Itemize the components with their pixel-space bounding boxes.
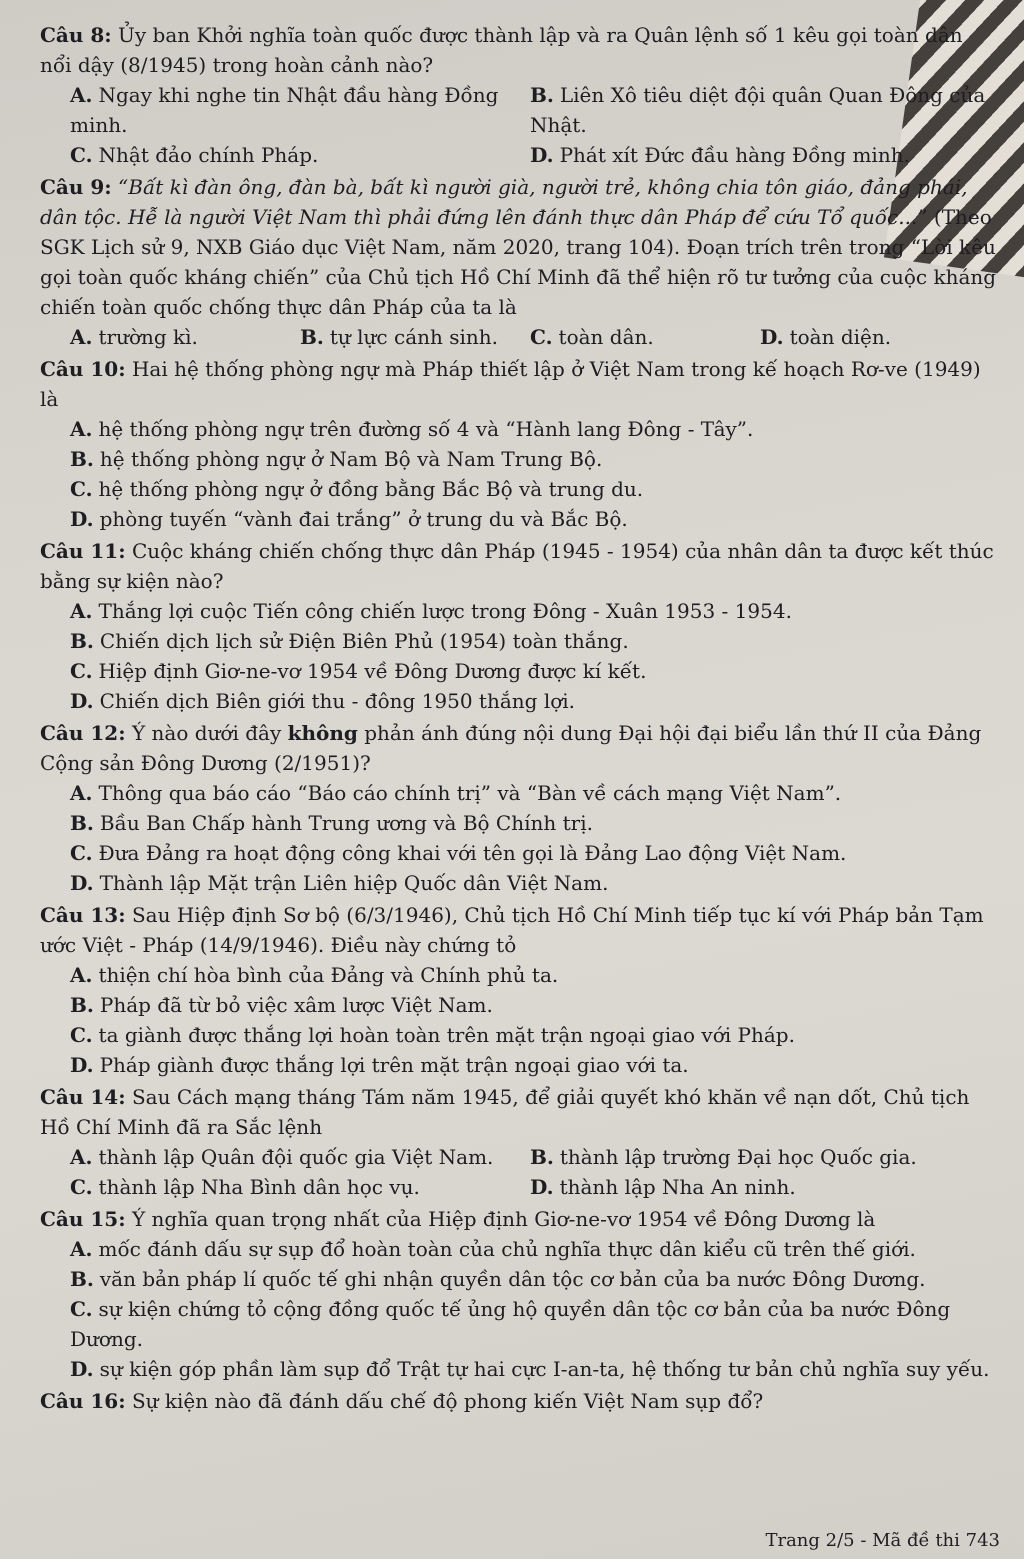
question-text: Hai hệ thống phòng ngự mà Pháp thiết lập ở Việt Nam trong kế hoạch Rơ-ve (1949) là: [40, 357, 981, 411]
question-text: (Theo SGK Lịch sử 9, NXB Giáo dục Việt Nam, năm 2020, trang 104). Đoạn trích trên trong “Lời kêu gọi toàn quốc kháng chiến” của Chủ tịch Hồ Chí Minh đã thể hiện rõ tư tưởng của cuộc kháng chiến toàn quốc chống thực dân Pháp của ta là: [40, 205, 997, 319]
options: [70, 80, 1000, 170]
option-a: A. Thông qua báo cáo “Báo cáo chính trị” và “Bàn về cách mạng Việt Nam”.: [70, 781, 842, 805]
option-c: C. ta giành được thắng lợi hoàn toàn trên mặt trận ngoại giao với Pháp.: [70, 1023, 795, 1047]
question-10: [40, 354, 1000, 534]
question-text-before: Ý nào dưới đây: [131, 721, 282, 745]
option-c: C. toàn dân.: [530, 325, 654, 349]
option-b: B. thành lập trường Đại học Quốc gia.: [530, 1145, 917, 1169]
question-text: Cuộc kháng chiến chống thực dân Pháp (1945 - 1954) của nhân dân ta được kết thúc bằng sự kiện nào?: [40, 539, 994, 593]
option-b: B. tự lực cánh sinh.: [300, 325, 499, 349]
option-c: C. thành lập Nha Bình dân học vụ.: [70, 1175, 420, 1199]
question-label: Câu 8:: [40, 23, 112, 47]
option-a: A. hệ thống phòng ngự trên đường số 4 và “Hành lang Đông - Tây”.: [70, 417, 754, 441]
option-d: D. Phát xít Đức đầu hàng Đồng minh.: [530, 143, 910, 167]
question-label: Câu 16:: [40, 1389, 126, 1413]
option-c: C. hệ thống phòng ngự ở đồng bằng Bắc Bộ và trung du.: [70, 477, 644, 501]
question-quote: “Bất kì đàn ông, đàn bà, bất kì người già, người trẻ, không chia tôn giáo, đảng phái, dân tộc. Hễ là người Việt Nam thì phải đứng lên đánh thực dân Pháp để cứu Tổ quốc...”: [40, 175, 968, 229]
question-12: [40, 718, 1000, 898]
options: [70, 1142, 1000, 1202]
option-b: B. hệ thống phòng ngự ở Nam Bộ và Nam Trung Bộ.: [70, 447, 603, 471]
question-emphasis: không: [287, 721, 358, 745]
option-d: D. Pháp giành được thắng lợi trên mặt trận ngoại giao với ta.: [70, 1053, 689, 1077]
option-d: D. toàn diện.: [760, 325, 892, 349]
question-label: Câu 15:: [40, 1207, 126, 1231]
question-9: [40, 172, 1000, 352]
option-d: D. thành lập Nha An ninh.: [530, 1175, 796, 1199]
option-c: C. Nhật đảo chính Pháp.: [70, 143, 319, 167]
option-b: B. Liên Xô tiêu diệt đội quân Quan Đông của Nhật.: [530, 83, 986, 137]
option-d: D. phòng tuyến “vành đai trắng” ở trung du và Bắc Bộ.: [70, 507, 628, 531]
option-b: B. Bầu Ban Chấp hành Trung ương và Bộ Chính trị.: [70, 811, 593, 835]
question-text-after: phản ánh đúng nội dung Đại hội đại biểu lần thứ II của Đảng Cộng sản Đông Dương (2/1951)?: [40, 721, 982, 775]
question-text: Sau Hiệp định Sơ bộ (6/3/1946), Chủ tịch Hồ Chí Minh tiếp tục kí với Pháp bản Tạm ước Việt - Pháp (14/9/1946). Điều này chứng tỏ: [40, 903, 984, 957]
question-label: Câu 11:: [40, 539, 126, 563]
question-text: Ý nghĩa quan trọng nhất của Hiệp định Giơ-ne-vơ 1954 về Đông Dương là: [131, 1207, 876, 1231]
question-8: [40, 20, 1000, 170]
option-c: C. Đưa Đảng ra hoạt động công khai với tên gọi là Đảng Lao động Việt Nam.: [70, 841, 847, 865]
question-11: [40, 536, 1000, 716]
page-footer: Trang 2/5 - Mã đề thi 743: [765, 1530, 1000, 1551]
question-14: [40, 1082, 1000, 1202]
options: [70, 778, 1000, 898]
options: [70, 322, 1000, 352]
option-c: C. Hiệp định Giơ-ne-vơ 1954 về Đông Dương được kí kết.: [70, 659, 647, 683]
option-a: A. thiện chí hòa bình của Đảng và Chính phủ ta.: [70, 963, 559, 987]
question-16: [40, 1386, 1000, 1416]
option-a: A. mốc đánh dấu sự sụp đổ hoàn toàn của chủ nghĩa thực dân kiểu cũ trên thế giới.: [70, 1237, 916, 1261]
options: [70, 414, 1000, 534]
option-d: D. Chiến dịch Biên giới thu - đông 1950 thắng lợi.: [70, 689, 576, 713]
question-text: Sự kiện nào đã đánh dấu chế độ phong kiến Việt Nam sụp đổ?: [131, 1389, 764, 1413]
question-label: Câu 10:: [40, 357, 126, 381]
option-d: D. sự kiện góp phần làm sụp đổ Trật tự hai cực I-an-ta, hệ thống tư bản chủ nghĩa suy yếu.: [70, 1357, 990, 1381]
option-b: B. Pháp đã từ bỏ việc xâm lược Việt Nam.: [70, 993, 493, 1017]
question-text: Ủy ban Khởi nghĩa toàn quốc được thành lập và ra Quân lệnh số 1 kêu gọi toàn dân nổi dậy (8/1945) trong hoàn cảnh nào?: [40, 23, 963, 77]
question-label: Câu 13:: [40, 903, 126, 927]
options: [70, 1234, 1000, 1384]
question-13: [40, 900, 1000, 1080]
option-a: A. trường kì.: [70, 325, 198, 349]
question-list: [40, 20, 1000, 1418]
option-a: A. Ngay khi nghe tin Nhật đầu hàng Đồng minh.: [70, 83, 499, 137]
question-15: [40, 1204, 1000, 1384]
question-label: Câu 12:: [40, 721, 126, 745]
option-d: D. Thành lập Mặt trận Liên hiệp Quốc dân Việt Nam.: [70, 871, 609, 895]
option-a: A. Thắng lợi cuộc Tiến công chiến lược trong Đông - Xuân 1953 - 1954.: [70, 599, 792, 623]
option-b: B. Chiến dịch lịch sử Điện Biên Phủ (1954) toàn thắng.: [70, 629, 629, 653]
option-a: A. thành lập Quân đội quốc gia Việt Nam.: [70, 1145, 494, 1169]
question-label: Câu 14:: [40, 1085, 126, 1109]
question-label: Câu 9:: [40, 175, 112, 199]
option-b: B. văn bản pháp lí quốc tế ghi nhận quyền dân tộc cơ bản của ba nước Đông Dương.: [70, 1267, 926, 1291]
options: [70, 596, 1000, 716]
option-c: C. sự kiện chứng tỏ cộng đồng quốc tế ủng hộ quyền dân tộc cơ bản của ba nước Đông Dương.: [70, 1297, 951, 1351]
question-text: Sau Cách mạng tháng Tám năm 1945, để giải quyết khó khăn về nạn dốt, Chủ tịch Hồ Chí Minh đã ra Sắc lệnh: [40, 1085, 970, 1139]
options: [70, 960, 1000, 1080]
